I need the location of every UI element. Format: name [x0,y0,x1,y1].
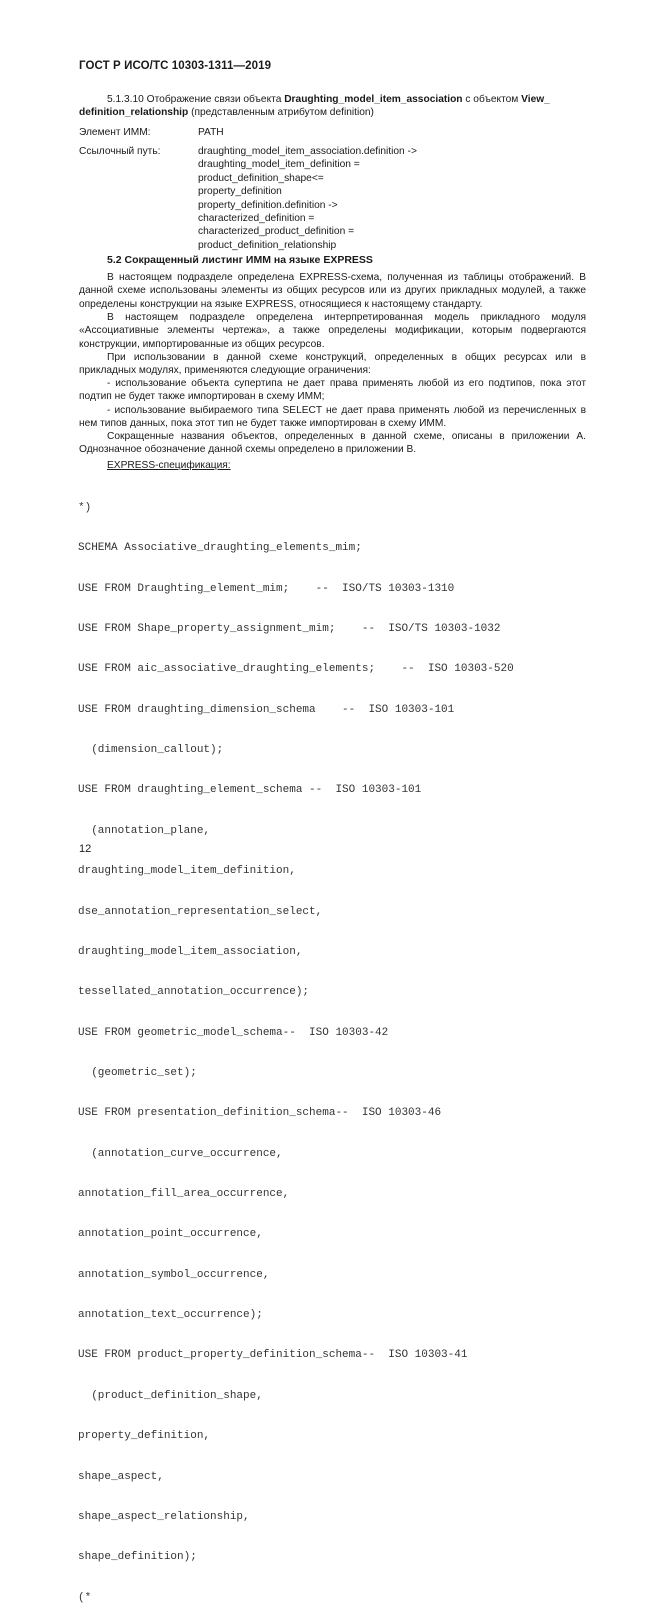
code-line: USE FROM geometric_model_schema-- ISO 10303-42 [78,1026,389,1039]
code-line: SCHEMA Associative_draughting_elements_mim; [78,542,362,555]
code-line: annotation_symbol_occurrence, [78,1268,270,1281]
code-line: (* [78,1591,92,1604]
ref-path-line: property_definition [198,186,282,198]
entity-draughting-model-item-association: Draughting_model_item_association [284,94,463,105]
code-line: USE FROM draughting_dimension_schema -- ISO 10303-101 [78,703,455,716]
ref-path-line: product_definition_shape<= [198,172,324,184]
code-line: shape_aspect_relationship, [78,1510,250,1523]
express-spec-label: EXPRESS-спецификация: [107,460,231,471]
code-line: shape_aspect, [78,1470,164,1483]
code-line: (product_definition_shape, [78,1389,263,1402]
page-number: 12 [79,843,92,855]
code-line: USE FROM Shape_property_assignment_mim; -- ISO/TS 10303-1032 [78,622,501,635]
code-line: annotation_point_occurrence, [78,1228,263,1241]
code-line: annotation_text_occurrence); [78,1309,263,1322]
code-line: USE FROM draughting_element_schema -- ISO 10303-101 [78,784,422,797]
ref-path [198,145,417,252]
code-line: (annotation_plane, [78,824,211,837]
ref-path-label: Ссылочный путь: [79,146,161,157]
clause-number: 5.1.3.10 [107,94,144,105]
ref-path-line: characterized_definition = [198,213,315,225]
clause-text-middle: с объектом [465,94,519,105]
code-line: (geometric_set); [78,1066,197,1079]
code-line: draughting_model_item_definition, [78,865,296,878]
entity-view-part1: View_ [521,94,550,105]
code-line: USE FROM Draughting_element_mim; -- ISO/TS 10303-1310 [78,582,455,595]
element-label: Элемент ИММ: [79,127,151,138]
paragraph: При использовании в данной схеме конструкций, определенных в общих ресурсах или в прикладных модулях, применяются следующие ограничения: [79,352,586,377]
section-heading: 5.2 Сокращенный листинг ИММ на языке EXPRESS [107,254,373,266]
code-line: shape_definition); [78,1551,197,1564]
code-line: *) [78,501,92,514]
entity-view-part2: definition_relationship [79,107,189,119]
code-line: annotation_fill_area_occurrence, [78,1188,290,1201]
code-line: tessellated_annotation_occurrence); [78,986,310,999]
paragraph: - использование объекта супертипа не дает права применять любой из его подтипов, пока этот подтип не будет также импортирован в схему ИММ; [79,378,586,403]
code-line: (annotation_curve_occurrence, [78,1147,283,1160]
document-header: ГОСТ Р ИСО/ТС 10303-1311—2019 [79,60,272,72]
paragraph: В настоящем подразделе определена EXPRESS-схема, полученная из таблицы отображений. В данной схеме использованы элементы из общих ресурсов или из других прикладных модулей, а также определены конструкции на языке EXPRESS, относящиеся к настоящему стандарту. [79,272,586,310]
paragraph: Сокращенные названия объектов, определенных в данной схеме, описаны в приложении А. Однозначное обозначение данной схемы определено в приложении В. [79,431,586,456]
ref-path-line: draughting_model_item_definition = [198,159,360,171]
clause-5-1-3-10 [79,93,586,120]
code-line: (dimension_callout); [78,744,224,757]
code-line: USE FROM product_property_definition_schema-- ISO 10303-41 [78,1349,468,1362]
paragraph: - использование выбираемого типа SELECT не дает права применять любой из перечисленных в нем типов данных, пока этот тип не будет также импортирован в схему ИММ. [79,405,586,430]
code-line: draughting_model_item_association, [78,945,303,958]
ref-path-line: product_definition_relationship [198,239,337,251]
element-value: PATH [198,127,224,138]
express-code-listing [78,475,514,1619]
clause-text-after: (представленным атрибутом definition) [191,107,374,119]
ref-path-line: draughting_model_item_association.definition -> [198,146,417,157]
code-line: dse_annotation_representation_select, [78,905,323,918]
ref-path-line: characterized_product_definition = [198,226,355,238]
code-line: USE FROM presentation_definition_schema-- ISO 10303-46 [78,1107,442,1120]
ref-path-line: property_definition.definition -> [198,199,338,211]
clause-text-before: Отображение связи объекта [146,94,282,105]
code-line: USE FROM aic_associative_draughting_elements; -- ISO 10303-520 [78,663,514,676]
code-line: property_definition, [78,1430,211,1443]
paragraph: В настоящем подразделе определена интерпретированная модель прикладного модуля «Ассоциативные элементы чертежа», а также определены модификации, которым подвергаются конструкции, импортированные из общих ресурсов. [79,312,586,350]
